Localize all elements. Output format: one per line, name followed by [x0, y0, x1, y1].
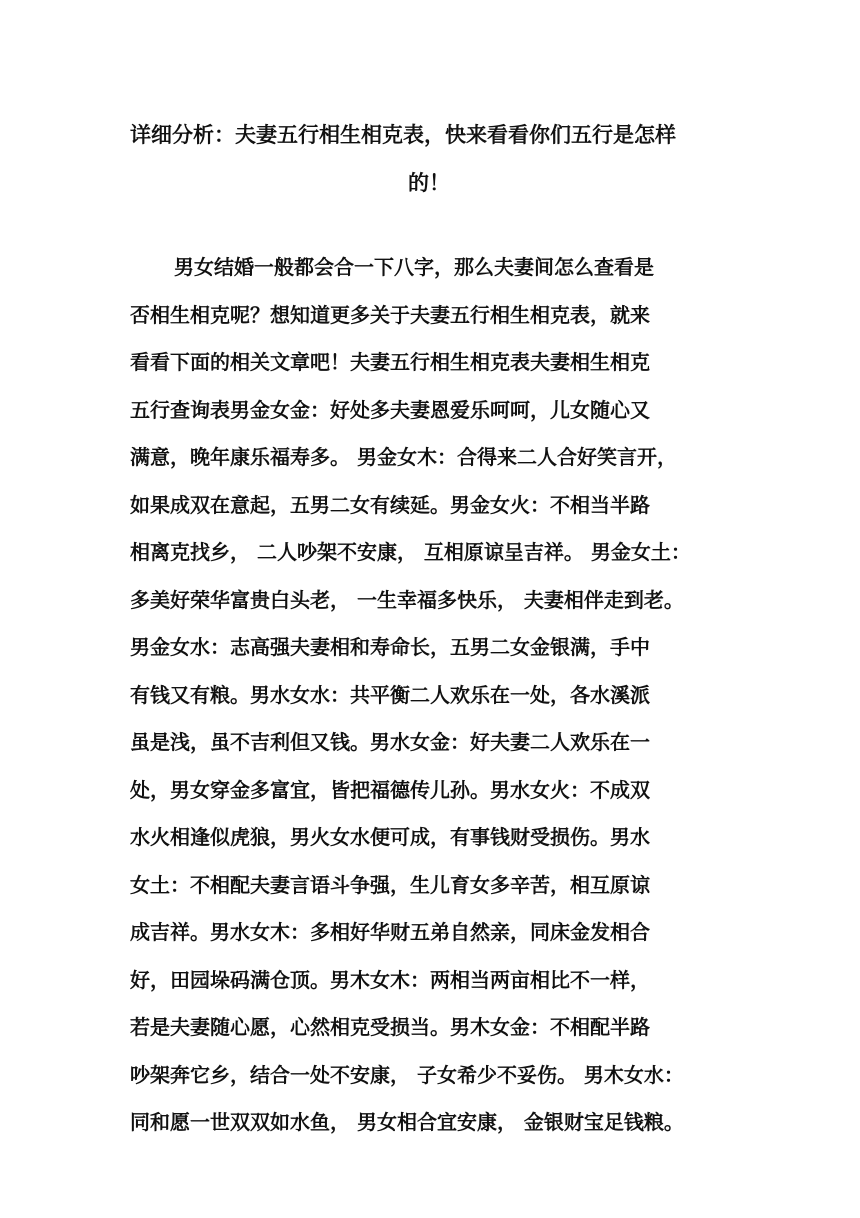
body-line: 女土：不相配夫妻言语斗争强，生儿育女多辛苦，相互原谅	[130, 872, 650, 897]
body-line: 水火相逢似虎狼，男火女水便可成，有事钱财受损伤。男水	[130, 825, 650, 849]
body-line: 吵架奔它乡，结合一处不安康， 子女希少不妥伤。 男木女水：	[130, 1062, 684, 1087]
body-line: 好，田园垛码满仓顶。男木女木：两相当两亩相比不一样，	[130, 967, 650, 992]
body-line: 男女结婚一般都会合一下八字，那么夫妻间怎么查看是	[174, 255, 654, 279]
article-body	[130, 252, 730, 1155]
body-line: 有钱又有粮。男水女水：共平衡二人欢乐在一处，各水溪派	[130, 682, 650, 707]
body-line: 男金女水：志高强夫妻相和寿命长，五男二女金银满，手中	[130, 635, 650, 659]
body-line: 成吉祥。男水女木：多相好华财五弟自然亲，同床金发相合	[130, 920, 650, 944]
body-line: 多美好荣华富贵白头老， 一生幸福多快乐， 夫妻相伴走到老。	[130, 587, 684, 612]
body-line: 处，男女穿金多富宜，皆把福德传儿孙。男水女火：不成双	[130, 777, 650, 802]
body-line: 满意，晚年康乐福寿多。 男金女木：合得来二人合好笑言开，	[130, 445, 677, 469]
body-line: 否相生相克呢？想知道更多关于夫妻五行相生相克表，就来	[130, 302, 650, 327]
body-line: 同和愿一世双双如水鱼， 男女相合宜安康， 金银财宝足钱粮。	[130, 1110, 684, 1134]
body-line: 看看下面的相关文章吧！夫妻五行相生相克表夫妻相生相克	[130, 350, 650, 374]
body-line: 如果成双在意起，五男二女有续延。男金女火：不相当半路	[130, 492, 650, 517]
body-line: 五行查询表男金女金：好处多夫妻恩爱乐呵呵，儿女随心又	[130, 397, 650, 422]
body-line: 若是夫妻随心愿，心然相克受损当。男木女金：不相配半路	[130, 1015, 650, 1039]
body-line: 虽是浅，虽不吉利但又钱。男水女金：好夫妻二人欢乐在一	[130, 730, 650, 754]
document-title-line-1: 详细分析：夫妻五行相生相克表，快来看看你们五行是怎样	[130, 123, 676, 147]
body-line: 相离克找乡， 二人吵架不安康， 互相原谅呈吉祥。 男金女土：	[130, 540, 691, 564]
document-title-line-2: 的！	[408, 171, 450, 195]
